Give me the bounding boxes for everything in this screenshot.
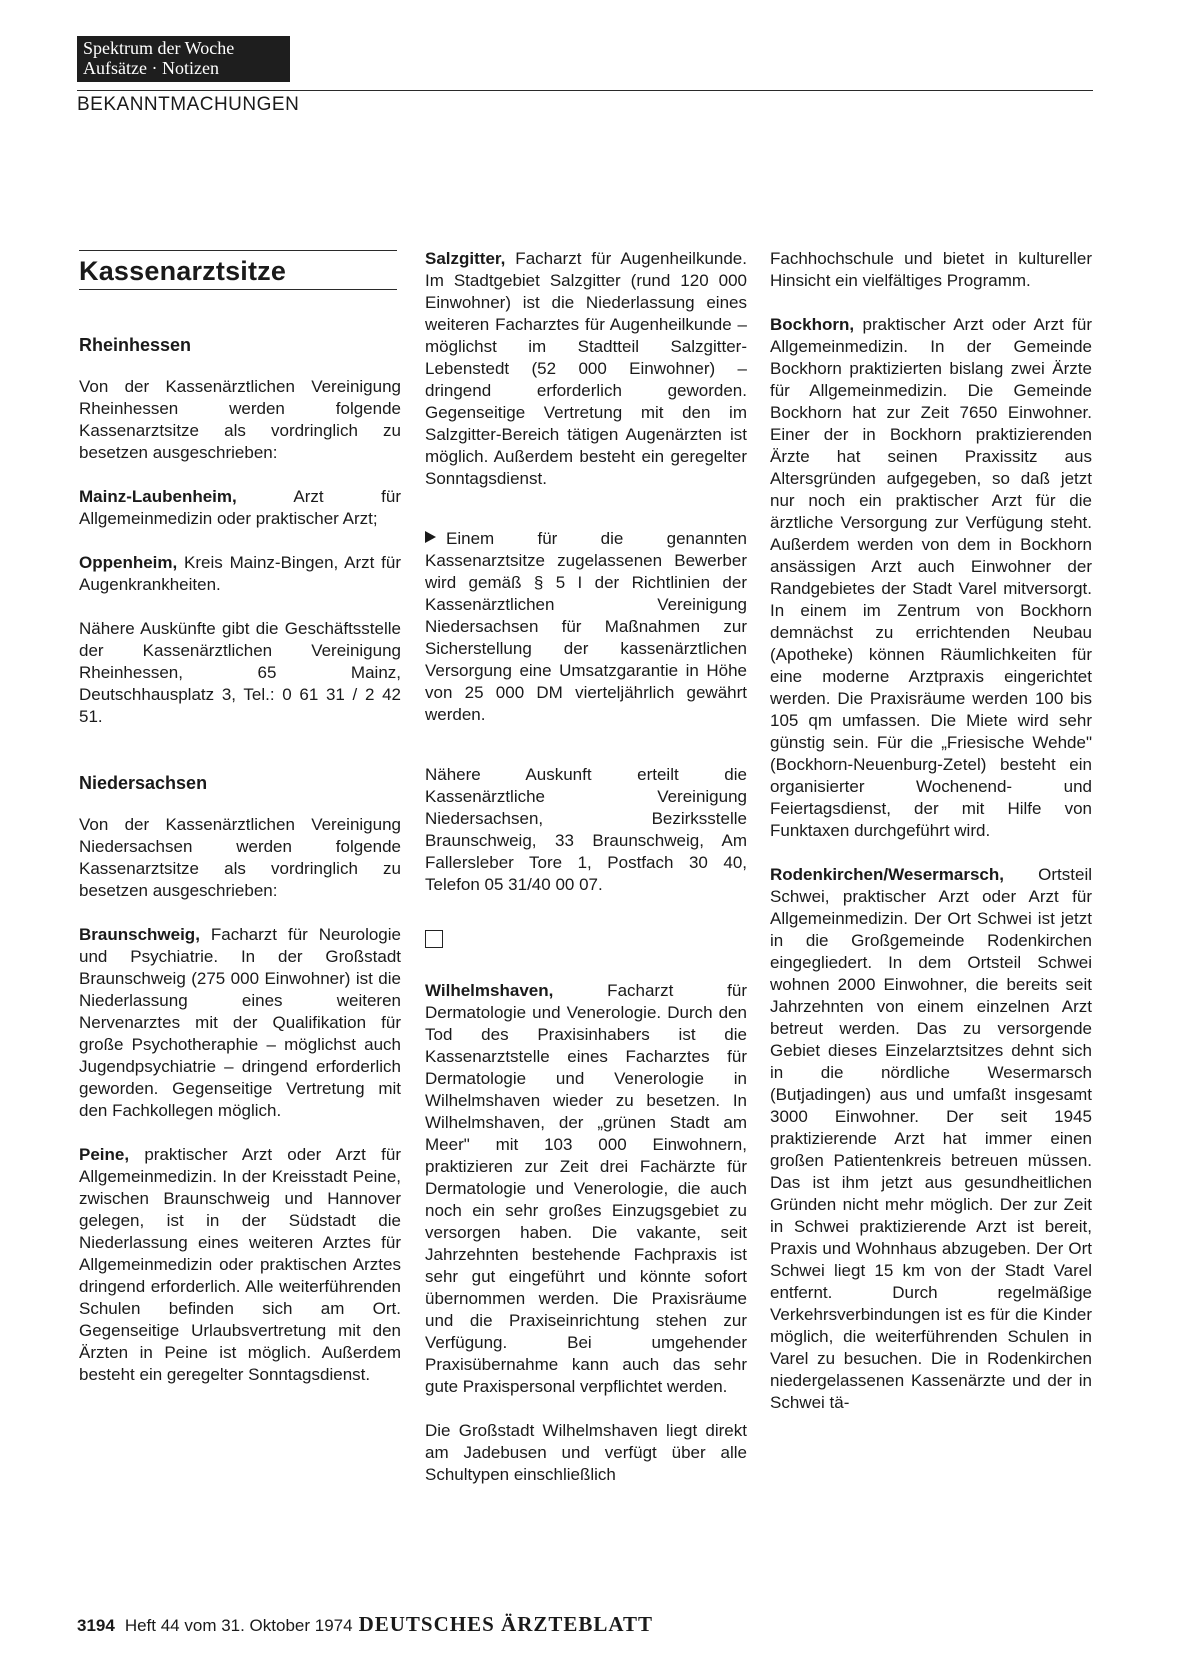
issue-info: Heft 44 vom 31. Oktober 1974 bbox=[124, 1616, 353, 1635]
region-heading-rheinhessen: Rheinhessen bbox=[79, 335, 192, 355]
header-rule bbox=[77, 90, 1093, 91]
department-label-line1: Spektrum der Woche bbox=[83, 38, 235, 58]
listing-text: Facharzt für Dermatologie und Venerologie. Durch den Tod des Praxisinhabers ist die Kassenarztstelle eines Facharztes für Dermatologie und Venerologie in Wilhelmshaven wieder zu besetzen. In Wilhelmshaven, der „grünen Stadt am Meer" mit 103 000 Einwohnern, praktizieren zur Zeit drei Fachärzte für Dermatologie und Venerologie, die auch noch ein sehr großes Einzugsgebiet zu versorgen haben. Die vakante, seit Jahrzehnten bestehende Fachpraxis ist sehr gut eingeführt und könnte sofort übernommen werden. Die Praxisräume und die Praxiseinrichtung stehen zur Verfügung. Bei umgehender Praxisübernahme kann auch das sehr gute Praxispersonal verpflichtet werden. bbox=[425, 981, 747, 1396]
page-footer bbox=[77, 1612, 653, 1637]
column-1 bbox=[79, 248, 401, 1386]
place-name: Salzgitter, bbox=[425, 249, 506, 268]
article-title: Kassenarztsitze bbox=[79, 256, 287, 286]
listing-text: praktischer Arzt oder Arzt für Allgemeinmedizin. In der Kreisstadt Peine, zwischen Braunschweig und Hannover gelegen, ist in der Südstadt die Niederlassung eines weiteren Arztes für Allgemeinmedizin oder praktischen Arztes dringend erforderlich. Alle weiterführenden Schulen befinden sich am Ort. Gegenseitige Urlaubsvertretung mit den Ärzten in Peine ist möglich. Außerdem besteht ein geregelter Sonntagsdienst. bbox=[79, 1145, 401, 1384]
contact-paragraph: Nähere Auskunft erteilt die Kassenärztliche Vereinigung Niedersachsen, Bezirksstelle Braunschweig, 33 Braunschweig, Am Fallersleber Tore 1, Postfach 30 40, Telefon 05 31/40 00 07. bbox=[425, 765, 747, 894]
listing-text: Facharzt für Neurologie und Psychiatrie. In der Großstadt Braunschweig (275 000 Einwohner) ist die Niederlassung eines weiteren Nervenarztes mit der Qualifikation für große Psychotheraphie – möglichst auch Jugendpsychiatrie – dringend erforderlich geworden. Gegenseitige Vertretung mit den Fachkollegen möglich. bbox=[79, 925, 401, 1120]
place-name: Wilhelmshaven, bbox=[425, 981, 554, 1000]
listing-bockhorn bbox=[770, 314, 1092, 842]
magazine-name: DEUTSCHES ÄRZTEBLATT bbox=[358, 1612, 654, 1636]
title-rule-bottom bbox=[79, 289, 397, 290]
guarantee-text: Einem für die genannten Kassenarztsitze zugelassenen Bewerber wird gemäß § 5 I der Richtlinien der Kassenärztlichen Vereinigung Niedersachsen für Maßnahmen zur Sicherstellung der kassenärztlichen Versorgung eine Umsatzgarantie in Höhe von 25 000 DM vierteljährlich gewährt werden. bbox=[425, 529, 747, 724]
section-end-box-icon bbox=[425, 930, 443, 948]
section-label: BEKANNTMACHUNGEN bbox=[77, 94, 300, 115]
paragraph: Fachhochschule und bietet in kultureller Hinsicht ein vielfältiges Programm. bbox=[770, 249, 1092, 290]
listing-text: Kreis Mainz-Bingen, Arzt für Augenkrankheiten. bbox=[79, 553, 401, 594]
listing-oppenheim bbox=[79, 552, 401, 596]
triangle-bullet-icon bbox=[425, 531, 436, 543]
place-name: Bockhorn, bbox=[770, 315, 855, 334]
listing-text: Arzt für Allgemeinmedizin oder praktischer Arzt; bbox=[79, 487, 401, 528]
paragraph: Von der Kassenärztlichen Vereinigung Niedersachsen werden folgende Kassenarztsitze als vordringlich zu besetzen ausgeschrieben: bbox=[79, 815, 401, 900]
listing-mainz-laubenheim bbox=[79, 486, 401, 530]
place-name: Rodenkirchen/Wesermarsch, bbox=[770, 865, 1004, 884]
listing-salzgitter bbox=[425, 248, 747, 490]
paragraph: Die Großstadt Wilhelmshaven liegt direkt am Jadebusen und verfügt über alle Schultypen einschließlich bbox=[425, 1421, 747, 1484]
listing-rodenkirchen bbox=[770, 864, 1092, 1414]
department-label-line2: Aufsätze · Notizen bbox=[83, 58, 219, 78]
column-3 bbox=[770, 248, 1092, 1414]
department-label-box bbox=[77, 36, 290, 82]
region-heading-niedersachsen: Niedersachsen bbox=[79, 773, 208, 793]
place-name: Braunschweig, bbox=[79, 925, 200, 944]
page-number: 3194 bbox=[77, 1616, 115, 1635]
listing-text: Ortsteil Schwei, praktischer Arzt oder Arzt für Allgemeinmedizin. Der Ort Schwei ist jetzt in die Großgemeinde Rodenkirchen eingegliedert. In dem Ortsteil Schwei wohnen 2000 Einwohner, die bereits seit Jahrzehnten von einem einzelnen Arzt betreut werden. Das zu versorgende Gebiet dieses Einzelarztsitzes dehnt sich in die nördliche Wesermarsch (Butjadingen) aus und umfaßt insgesamt 3000 Einwohner. Der seit 1945 praktizierende Arzt hat immer einen großen Patientenkreis betreuen müssen. Das ist ihm jetzt aus gesundheitlichen Gründen nicht mehr möglich. Der zur Zeit in Schwei praktizierende Arzt ist bereit, Praxis und Wohnhaus abzugeben. Der Ort Schwei liegt 15 km von der Stadt Varel entfernt. Durch regelmäßige Verkehrsverbindungen ist es für die Kinder möglich, die weiterführenden Schulen in Varel zu besuchen. Die in Rodenkirchen niedergelassenen Kassenärzte und der in Schwei tä- bbox=[770, 865, 1092, 1412]
article-title-block bbox=[79, 250, 401, 290]
listing-peine bbox=[79, 1144, 401, 1386]
column-2 bbox=[425, 248, 747, 1486]
paragraph: Von der Kassenärztlichen Vereinigung Rheinhessen werden folgende Kassenarztsitze als vordringlich zu besetzen ausgeschrieben: bbox=[79, 377, 401, 462]
title-rule-top bbox=[79, 250, 397, 251]
listing-text: Facharzt für Augenheilkunde. Im Stadtgebiet Salzgitter (rund 120 000 Einwohner) ist die Niederlassung eines weiteren Facharztes für Augenheilkunde – möglichst im Stadtteil Salzgitter-Lebenstedt (52 000 Einwohner) – dringend erforderlich geworden. Gegenseitige Vertretung mit den im Salzgitter-Bereich tätigen Augenärzten ist möglich. Außerdem besteht ein geregelter Sonntagsdienst. bbox=[425, 249, 747, 488]
listing-text: praktischer Arzt oder Arzt für Allgemeinmedizin. In der Gemeinde Bockhorn praktizierten bislang zwei Ärzte für Allgemeinmedizin. Die Gemeinde Bockhorn hat zur Zeit 7650 Einwohner. Einer der in Bockhorn praktizierenden Ärzte hat seinen Praxissitz aus Altersgründen aufgegeben, so daß jetzt nur noch ein praktischer Arzt für die ärztliche Versorgung zur Verfügung steht. Außerdem werden von dem in Bockhorn ansässigen Arzt auch Einwohner der Randgebietes der Stadt Varel mitversorgt. In einem im Zentrum von Bockhorn demnächst zu errichtenden Neubau (Apotheke) können Räumlichkeiten für eine moderne Arztpraxis eingerichtet werden. Die Praxisräume werden 100 bis 105 qm umfassen. Die Miete wird sehr günstig sein. Für die „Friesische Wehde" (Bockhorn-Neuenburg-Zetel) besteht ein organisierter Wochenend- und Feiertagsdienst, der mit Hilfe von Funktaxen durchgeführt wird. bbox=[770, 315, 1092, 840]
place-name: Mainz-Laubenheim, bbox=[79, 487, 237, 506]
listing-braunschweig bbox=[79, 924, 401, 1122]
contact-paragraph: Nähere Auskünfte gibt die Geschäftsstelle der Kassenärztlichen Vereinigung Rheinhessen, 65 Mainz, Deutschhausplatz 3, Tel.: 0 61 31 / 2 42 51. bbox=[79, 619, 401, 726]
guarantee-paragraph bbox=[425, 528, 747, 726]
listing-wilhelmshaven bbox=[425, 980, 747, 1398]
place-name: Peine, bbox=[79, 1145, 130, 1164]
place-name: Oppenheim, bbox=[79, 553, 178, 572]
